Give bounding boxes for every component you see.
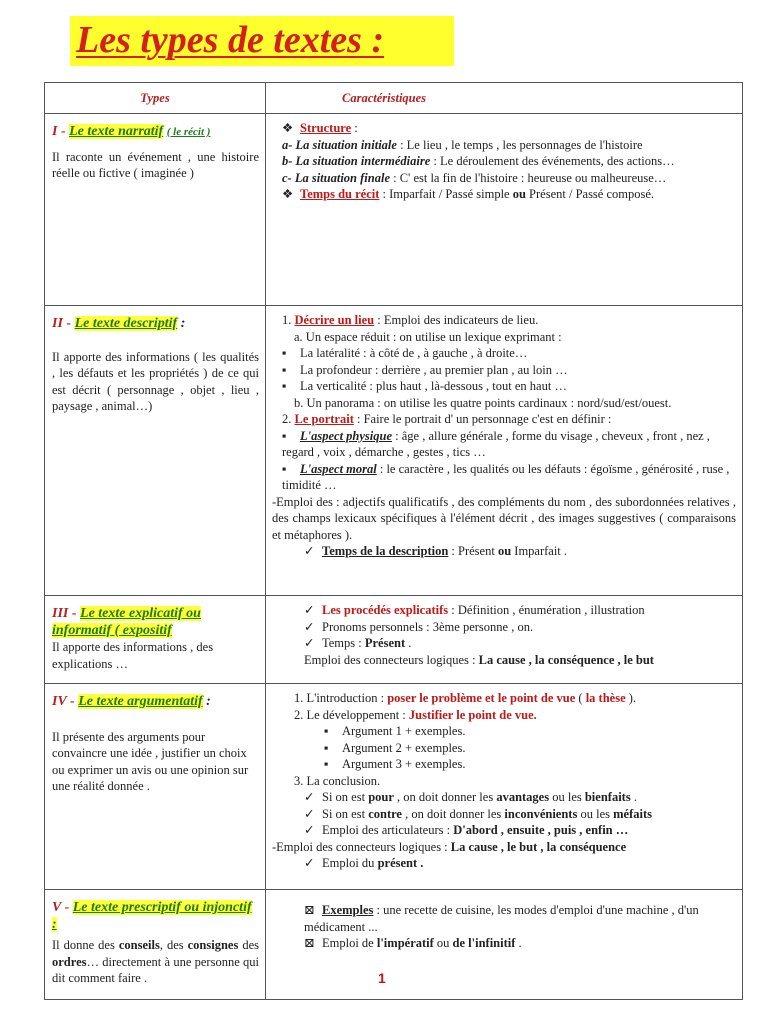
characteristics-cell: ❖ Structure : a- La situation initiale : Le lieu , le temps , les personnages de l'histoire b- La situation intermédiaire : Le déroulement des événements, des actions… c- La situation finale : C' est la fin de l'histoire : heureuse ou malheureuse… ❖ Temps du récit : Imparfait / Passé simple ou Présent / Passé composé. [266,114,743,306]
square-bullet-icon: ▪ [282,362,287,377]
check-icon: ✓ [304,790,315,804]
check-icon: ✓ [304,636,315,650]
type-cell [45,114,266,306]
type-cell [45,306,266,596]
header-types: Types [45,83,266,114]
check-icon: ✓ [304,619,315,634]
table-row [45,890,743,1000]
square-bullet-icon: ▪ [282,461,287,476]
type-description: Il raconte un événement , une histoire réelle ou fictive ( imaginée ) [52,149,259,180]
header-caracteristiques: Caractéristiques [266,83,743,114]
diamond-icon: ❖ [282,121,294,135]
square-bullet-icon: ▪ [324,757,329,771]
type-cell [45,684,266,890]
square-bullet-icon: ▪ [324,724,329,738]
types-table [44,82,743,1000]
table-header-row [45,83,743,114]
type-title: II - Le texte descriptif : [52,316,186,331]
square-bullet-icon: ▪ [282,379,287,393]
table-row [45,114,743,306]
square-bullet-icon: ▪ [282,428,287,443]
type-title: IV - Le texte argumentatif : [52,694,211,709]
table-row [45,306,743,596]
characteristics-cell: ✓ Les procédés explicatifs : Définition , énumération , illustration ✓ Pronoms personnels : 3ème personne , on. ✓ Temps : Présent . Emploi des connecteurs logiques : La cause , la conséquence , le but [266,596,743,684]
type-description: Il présente des arguments pour convaincre une idée , justifier un choix ou exprimer un avis ou une opinion sur une réalité donnée . [52,729,249,793]
check-icon: ✓ [304,856,315,870]
type-cell [45,596,266,684]
type-title: V - Le texte prescriptif ou injonctif : [52,900,252,932]
table-row [45,596,743,684]
boxed-x-icon: ⊠ [304,903,315,917]
check-icon: ✓ [304,603,315,617]
type-description: Il apporte des informations , des explications … [52,640,214,671]
check-icon: ✓ [304,544,315,558]
check-icon: ✓ [304,823,315,837]
type-description: Il apporte des informations ( les qualités , les défauts et les propriétés ) de ce qui est décrit ( personnage , objet , lieu , paysage , animal…) [52,349,259,413]
table-row [45,684,743,890]
type-cell [45,890,266,1000]
type-title: I - Le texte narratif ( le récit ) [52,124,211,139]
page-title: Les types de textes : [76,19,385,61]
page-number: 1 [378,970,386,986]
characteristics-cell: 1. Décrire un lieu : Emploi des indicateurs de lieu. a. Un espace réduit : on utilise un lexique exprimant : ▪ La latéralité : à côté de , à gauche , à droite… ▪ La profondeur : derrière , au premier plan , au loin … ▪ La verticalité : plus haut , là-dessous , tout en haut … b. Un panorama : on utilise les quatre points cardinaux : nord/sud/est/ouest. 2. Le portrait : Faire le portrait d' un personnage c'est en définir : ▪ L'aspect physique : âge , allure générale , forme du visage , cheveux , front , nez , regard , voix , démarche , gestes , tics … ▪ L'aspect moral : le caractère , les qualités ou les défauts : égoïsme , générosité , ruse , timidité … -Emploi des : adjectifs qualificatifs , des compléments du nom , des subordonnées relatives , des champs lexicaux spécifiques à l'élément décrit , des images suggestives ( comparaisons et métaphores ). ✓ Temps de la description : Présent ou Imparfait . [266,306,743,596]
diamond-icon: ❖ [282,187,294,201]
boxed-x-icon: ⊠ [304,936,315,950]
type-title: III - Le texte explicatif ou informatif ( expositif [52,606,201,638]
check-icon: ✓ [304,806,315,821]
type-description: Il donne des conseils, des consignes des ordres… directement à une personne qui dit comment faire . [52,938,259,985]
characteristics-cell: 1. L'introduction : poser le problème et le point de vue ( la thèse ). 2. Le développement : Justifier le point de vue. ▪ Argument 1 + exemples. ▪ Argument 2 + exemples. ▪ Argument 3 + exemples. 3. La conclusion. ✓ Si on est pour , on doit donner les avantages ou les bienfaits . ✓ Si on est contre , on doit donner les inconvénients ou les méfaits ✓ Emploi des articulateurs : D'abord , ensuite , puis , enfin … -Emploi des connecteurs logiques : La cause , le but , la conséquence ✓ Emploi du présent . [266,684,743,890]
square-bullet-icon: ▪ [282,346,287,360]
characteristics-cell: ⊠ Exemples : une recette de cuisine, les modes d'emploi d'une machine , d'un médicament ... ⊠ Emploi de l'impératif ou de l'infinitif . [266,890,743,1000]
square-bullet-icon: ▪ [324,740,329,755]
